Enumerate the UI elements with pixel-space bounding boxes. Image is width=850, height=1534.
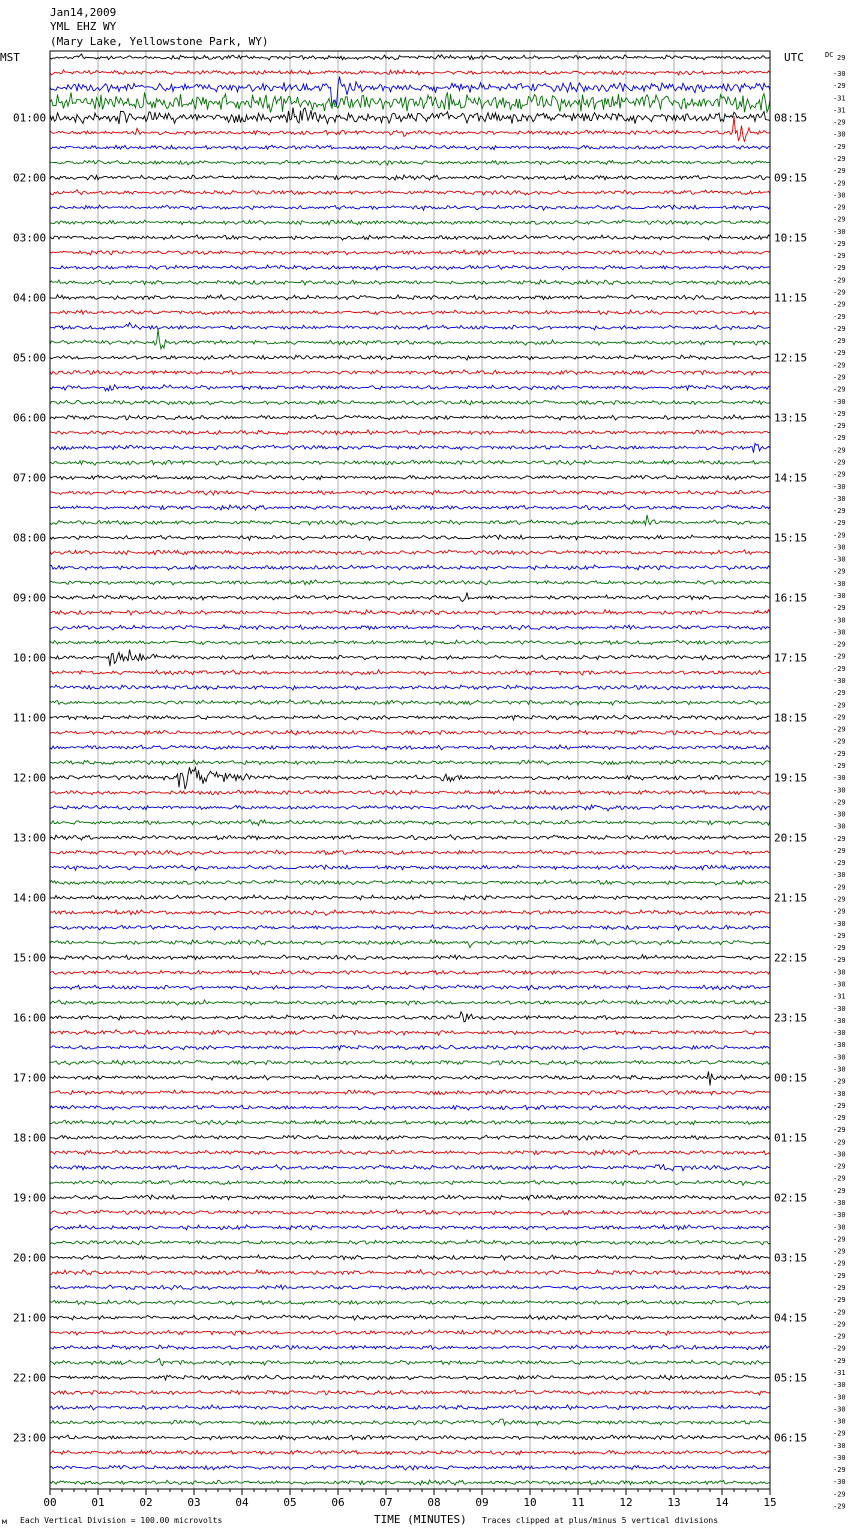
dc-offset-label: -29: [833, 725, 846, 734]
dc-offset-label: -29: [833, 956, 846, 965]
dc-offset-label: -29: [833, 847, 846, 855]
trace-row-35: [50, 580, 770, 585]
dc-offset-label: -30: [833, 1199, 846, 1207]
trace-row-89: [50, 1390, 770, 1395]
trace-row-19: [50, 329, 770, 349]
trace-row-9: [50, 190, 770, 195]
dc-offset-label: -30: [833, 871, 846, 880]
x-tick-label: 01: [91, 1496, 105, 1509]
dc-offset-label: -29: [833, 883, 846, 892]
trace-row-15: [50, 280, 770, 285]
dc-offset-label: -30: [833, 810, 846, 819]
dc-offset-label: -29: [833, 203, 846, 212]
utc-hour-label: 19:15: [774, 771, 808, 785]
trace-row-73: [50, 1150, 770, 1155]
dc-offset-label: -29: [833, 664, 846, 673]
dc-offset-label: -29: [833, 1502, 846, 1511]
trace-row-30: [50, 505, 770, 510]
dc-offset-label: -29: [833, 1490, 846, 1499]
utc-hour-label: 05:15: [774, 1371, 808, 1385]
utc-hour-label: 04:15: [774, 1311, 808, 1325]
mst-hour-label: 06:00: [13, 411, 47, 425]
left-timezone-label: MST: [0, 51, 20, 64]
utc-hour-label: 17:15: [774, 651, 808, 665]
utc-hour-label: 02:15: [774, 1191, 808, 1205]
dc-offset-label: -29: [833, 737, 846, 746]
trace-row-39: [50, 640, 770, 645]
dc-offset-label: -29: [833, 652, 846, 661]
dc-offset-label: -29: [833, 470, 846, 479]
utc-hour-label: 15:15: [774, 531, 808, 545]
dc-offset-label: -30: [833, 482, 846, 491]
x-tick-label: 15: [763, 1496, 777, 1509]
trace-row-26: [50, 443, 770, 452]
utc-hour-label: 21:15: [774, 891, 808, 905]
trace-row-40: [50, 650, 770, 667]
trace-row-32: [50, 535, 770, 540]
dc-offset-label: -31: [833, 1369, 846, 1377]
utc-hour-label: 06:15: [774, 1431, 808, 1445]
dc-offset-label: -29: [833, 507, 846, 515]
trace-row-61: [50, 970, 770, 975]
trace-row-72: [50, 1135, 770, 1140]
dc-offset-label: -29: [833, 895, 846, 904]
trace-row-59: [50, 940, 770, 948]
dc-header-label: DC: [825, 51, 834, 59]
trace-row-43: [50, 700, 770, 705]
mst-hour-label: 08:00: [13, 531, 47, 545]
dc-offset-label: -30: [833, 494, 846, 503]
mst-hour-label: 18:00: [13, 1131, 47, 1145]
trace-row-80: [50, 1255, 770, 1260]
dc-offset-label: -29: [833, 834, 846, 843]
trace-row-69: [50, 1090, 770, 1095]
x-tick-label: 08: [427, 1496, 441, 1509]
dc-offset-label: -29: [833, 361, 846, 370]
dc-offset-label: -29: [833, 944, 846, 953]
trace-row-79: [50, 1240, 770, 1245]
dc-offset-label: -30: [833, 579, 846, 588]
mst-hour-label: 13:00: [13, 831, 47, 845]
trace-row-31: [50, 515, 770, 525]
dc-offset-label: -29: [833, 567, 846, 576]
mst-hour-label: 23:00: [13, 1431, 47, 1445]
dc-offset-label: -30: [833, 1089, 846, 1098]
mst-hour-label: 20:00: [13, 1251, 47, 1265]
dc-offset-label: -29: [833, 1344, 846, 1353]
x-tick-label: 03: [187, 1496, 201, 1509]
x-tick-label: 04: [235, 1496, 249, 1509]
mst-hour-label: 10:00: [13, 651, 47, 665]
trace-row-64: [50, 1012, 770, 1022]
dc-offset-label: -29: [833, 640, 846, 649]
trace-row-45: [50, 730, 770, 735]
trace-row-13: [50, 250, 770, 255]
dc-offset-label: -29: [833, 179, 846, 188]
location-label: (Mary Lake, Yellowstone Park, WY): [50, 35, 269, 48]
trace-row-4: [50, 107, 770, 124]
trace-row-46: [50, 745, 770, 750]
trace-row-53: [50, 850, 770, 855]
trace-row-90: [50, 1405, 770, 1410]
trace-row-67: [50, 1060, 770, 1065]
mst-hour-label: 11:00: [13, 711, 47, 725]
utc-hour-label: 23:15: [774, 1011, 808, 1025]
dc-offset-label: -29: [833, 1356, 846, 1365]
utc-hour-label: 20:15: [774, 831, 808, 845]
clip-note: Traces clipped at plus/minus 5 vertical divisions: [482, 1516, 719, 1525]
utc-hour-label: 18:15: [774, 711, 808, 725]
trace-row-56: [50, 895, 770, 900]
trace-row-33: [50, 550, 770, 555]
x-tick-label: 11: [571, 1496, 585, 1509]
dc-offset-label: -29: [833, 324, 846, 333]
dc-offset-label: -29: [833, 215, 846, 224]
trace-row-12: [50, 235, 770, 240]
dc-offset-label: -29: [833, 1284, 846, 1292]
dc-offset-label: -30: [833, 1441, 846, 1450]
utc-hour-label: 11:15: [774, 291, 808, 305]
mst-hour-label: 19:00: [13, 1191, 47, 1205]
trace-row-94: [50, 1465, 770, 1470]
utc-hour-label: 10:15: [774, 231, 808, 245]
dc-offset-label: -30: [833, 774, 846, 783]
trace-row-36: [50, 593, 770, 602]
mst-hour-label: 02:00: [13, 171, 47, 185]
x-tick-label: 12: [619, 1496, 633, 1509]
trace-row-66: [50, 1045, 770, 1050]
trace-row-11: [50, 220, 770, 225]
dc-offset-label: -29: [833, 264, 846, 273]
mst-hour-label: 07:00: [13, 471, 47, 485]
dc-offset-label: -29: [833, 458, 846, 467]
dc-offset-label: -30: [833, 1029, 846, 1038]
dc-offset-label: -29: [833, 859, 846, 868]
mst-hour-label: 17:00: [13, 1071, 47, 1085]
utc-hour-label: 00:15: [774, 1071, 808, 1085]
trace-row-49: [50, 790, 770, 795]
mst-hour-label: 05:00: [13, 351, 47, 365]
mst-hour-label: 21:00: [13, 1311, 47, 1325]
utc-hour-label: 03:15: [774, 1251, 808, 1265]
trace-row-68: [50, 1072, 770, 1086]
mst-hour-label: 04:00: [13, 291, 47, 305]
x-tick-label: 05: [283, 1496, 297, 1509]
dc-offset-label: -30: [833, 397, 846, 406]
trace-row-42: [50, 685, 770, 690]
dc-offset-label: -30: [833, 677, 846, 685]
x-tick-label: 10: [523, 1496, 537, 1509]
x-axis: [43, 1489, 776, 1509]
trace-row-25: [50, 430, 770, 435]
trace-row-78: [50, 1225, 770, 1230]
trace-row-18: [50, 323, 770, 330]
trace-row-29: [50, 490, 770, 495]
plot-header: [0, 6, 833, 64]
trace-row-58: [50, 925, 770, 930]
trace-row-37: [50, 610, 770, 615]
date-label: Jan14,2009: [50, 6, 117, 19]
mst-hour-label: 14:00: [13, 891, 47, 905]
footer-mark: м: [2, 1517, 7, 1526]
trace-row-91: [50, 1419, 770, 1425]
dc-offset-label: -29: [833, 1186, 846, 1195]
mst-hour-label: 09:00: [13, 591, 47, 605]
trace-row-52: [50, 835, 770, 840]
dc-offset-label: -29: [833, 422, 846, 431]
dc-offset-label: -29: [833, 713, 846, 722]
trace-row-62: [50, 985, 770, 990]
trace-row-48: [50, 767, 770, 789]
dc-offset-label: -29: [833, 1174, 846, 1183]
mst-hour-label: 12:00: [13, 771, 47, 785]
dc-offset-label: -30: [833, 628, 846, 637]
utc-hour-label: 22:15: [774, 951, 808, 965]
trace-row-87: [50, 1359, 770, 1366]
dc-offset-label: -30: [833, 616, 846, 625]
dc-offset-label: -30: [833, 919, 846, 928]
dc-offset-label: -30: [833, 1211, 846, 1220]
trace-row-38: [50, 625, 770, 630]
dc-offset-label: -30: [833, 822, 846, 831]
trace-row-51: [50, 820, 770, 826]
x-tick-label: 14: [715, 1496, 729, 1509]
utc-hour-label: 16:15: [774, 591, 808, 605]
trace-row-17: [50, 310, 770, 315]
trace-row-10: [50, 205, 770, 210]
dc-offset-label: -29: [833, 276, 846, 285]
utc-hour-label: 12:15: [774, 351, 808, 365]
dc-offset-label: -30: [833, 1381, 846, 1390]
x-tick-label: 02: [139, 1496, 153, 1509]
dc-offset-label: -30: [833, 1065, 846, 1074]
dc-offset-label: -29: [833, 142, 846, 151]
dc-offset-label: -30: [833, 980, 846, 989]
dc-offset-label: -30: [833, 786, 846, 795]
x-tick-label: 00: [43, 1496, 57, 1509]
trace-row-7: [50, 160, 770, 165]
dc-offset-label: -29: [833, 337, 846, 346]
trace-row-86: [50, 1345, 770, 1350]
dc-offset-label: -29: [833, 1138, 846, 1147]
plot-footer: [2, 1513, 718, 1526]
trace-row-84: [50, 1315, 770, 1320]
trace-row-27: [50, 460, 770, 465]
utc-hour-label: 09:15: [774, 171, 808, 185]
dc-offset-label: -30: [833, 1016, 846, 1025]
x-axis-title: TIME (MINUTES): [374, 1513, 467, 1526]
trace-row-23: [50, 400, 770, 405]
trace-row-6: [50, 145, 770, 150]
dc-offset-labels: [833, 54, 846, 1511]
dc-offset-label: -29: [833, 1101, 846, 1110]
dc-offset-label: -30: [833, 1053, 846, 1062]
dc-offset-label: -29: [833, 701, 846, 710]
dc-offset-label: -29: [833, 434, 846, 443]
dc-offset-label: -30: [833, 1004, 846, 1013]
trace-row-14: [50, 265, 770, 270]
dc-offset-label: -30: [833, 1223, 846, 1232]
trace-row-57: [50, 910, 770, 916]
trace-row-21: [50, 370, 770, 375]
trace-row-1: [50, 70, 770, 75]
dc-offset-label: -30: [833, 70, 846, 78]
dc-offset-label: -29: [833, 1259, 846, 1268]
dc-offset-label: -31: [833, 992, 846, 1001]
dc-offset-label: -29: [833, 907, 846, 916]
dc-offset-label: -29: [833, 604, 846, 613]
utc-hour-label: 01:15: [774, 1131, 808, 1145]
trace-row-88: [50, 1375, 770, 1380]
trace-row-85: [50, 1330, 770, 1335]
dc-offset-label: -29: [833, 519, 846, 528]
trace-row-77: [50, 1210, 770, 1215]
dc-offset-label: -30: [833, 1393, 846, 1402]
trace-row-63: [50, 1000, 770, 1005]
dc-offset-label: -29: [833, 240, 846, 248]
trace-row-44: [50, 715, 770, 720]
station-label: YML EHZ WY: [50, 20, 117, 33]
dc-offset-label: -30: [833, 130, 846, 139]
trace-row-65: [50, 1030, 770, 1035]
dc-offset-label: -30: [833, 1041, 846, 1050]
dc-offset-label: -31: [833, 106, 846, 115]
mst-hour-label: 16:00: [13, 1011, 47, 1025]
x-tick-label: 13: [667, 1496, 681, 1509]
dc-offset-label: -29: [833, 82, 846, 91]
dc-offset-label: -29: [833, 288, 846, 297]
trace-row-75: [50, 1180, 770, 1185]
dc-offset-label: -30: [833, 543, 846, 552]
dc-offset-label: 29: [837, 54, 846, 62]
dc-offset-label: -29: [833, 1466, 846, 1475]
dc-offset-label: -29: [833, 300, 846, 309]
trace-row-92: [50, 1435, 770, 1440]
mst-hour-label: 22:00: [13, 1371, 47, 1385]
dc-offset-label: -29: [833, 1308, 846, 1317]
trace-row-54: [50, 865, 770, 870]
trace-row-5: [50, 116, 770, 142]
trace-row-76: [50, 1195, 770, 1200]
dc-offset-label: -30: [833, 555, 846, 564]
dc-offset-label: -29: [833, 1235, 846, 1244]
trace-row-71: [50, 1120, 770, 1125]
x-tick-label: 06: [331, 1496, 345, 1509]
dc-offset-label: -29: [833, 1296, 846, 1305]
dc-offset-label: -29: [833, 1162, 846, 1171]
dc-offset-label: -29: [833, 1247, 846, 1256]
dc-offset-label: -29: [833, 1077, 846, 1086]
dc-offset-label: -29: [833, 349, 846, 358]
dc-offset-label: -30: [833, 1478, 846, 1487]
dc-offset-label: -29: [833, 1114, 846, 1122]
trace-row-93: [50, 1450, 770, 1455]
dc-offset-label: -29: [833, 762, 846, 770]
utc-hour-labels: [774, 112, 807, 1445]
dc-offset-label: -30: [833, 1405, 846, 1414]
utc-hour-label: 13:15: [774, 411, 808, 425]
dc-offset-label: -29: [833, 155, 846, 163]
trace-row-81: [50, 1270, 770, 1275]
dc-offset-label: -30: [833, 1417, 846, 1426]
dc-offset-label: -29: [833, 1332, 846, 1341]
dc-offset-label: -30: [833, 968, 846, 977]
trace-row-24: [50, 415, 770, 420]
dc-offset-label: -30: [833, 1150, 846, 1159]
dc-offset-label: -30: [833, 191, 846, 200]
mst-hour-label: 03:00: [13, 231, 47, 245]
dc-offset-label: -30: [833, 592, 846, 600]
trace-row-74: [50, 1165, 770, 1171]
trace-row-95: [50, 1480, 770, 1485]
mst-hour-labels: [13, 112, 46, 1445]
dc-offset-label: -29: [833, 931, 846, 940]
x-tick-label: 09: [475, 1496, 489, 1509]
trace-row-16: [50, 295, 770, 300]
x-tick-label: 07: [379, 1496, 393, 1509]
trace-row-70: [50, 1105, 770, 1110]
dc-offset-label: -30: [833, 227, 846, 236]
dc-offset-label: -29: [833, 1320, 846, 1329]
dc-offset-label: -30: [833, 1454, 846, 1462]
trace-row-34: [50, 565, 770, 570]
trace-row-41: [50, 670, 770, 675]
dc-offset-label: -31: [833, 94, 846, 103]
right-timezone-label: UTC: [784, 51, 804, 64]
utc-hour-label: 08:15: [774, 111, 808, 125]
trace-row-82: [50, 1285, 770, 1290]
dc-offset-label: -29: [833, 798, 846, 807]
dc-offset-label: -29: [833, 312, 846, 321]
dc-offset-label: -29: [833, 531, 846, 540]
dc-offset-label: -29: [833, 1271, 846, 1280]
dc-offset-label: -29: [833, 689, 846, 698]
dc-offset-label: -29: [833, 1126, 846, 1135]
mst-hour-label: 15:00: [13, 951, 47, 965]
trace-row-50: [50, 805, 770, 811]
trace-row-83: [50, 1300, 770, 1305]
dc-offset-label: -29: [833, 385, 846, 394]
dc-offset-label: -29: [833, 252, 846, 261]
trace-row-20: [50, 355, 770, 360]
mst-hour-label: 01:00: [13, 111, 47, 125]
dc-offset-label: -29: [833, 1429, 846, 1438]
dc-offset-label: -29: [833, 373, 846, 382]
trace-row-0: [50, 54, 770, 60]
trace-row-22: [50, 385, 770, 391]
dc-offset-label: -29: [833, 446, 846, 455]
dc-offset-label: -29: [833, 409, 846, 418]
trace-row-47: [50, 760, 770, 765]
trace-row-60: [50, 955, 770, 960]
seismic-traces: [50, 54, 770, 1485]
dc-offset-label: -29: [833, 749, 846, 758]
utc-hour-label: 14:15: [774, 471, 808, 485]
trace-row-8: [50, 175, 770, 180]
trace-row-28: [50, 475, 770, 480]
scale-note: Each Vertical Division = 100.00 microvolts: [20, 1516, 223, 1525]
dc-offset-label: -29: [833, 167, 846, 176]
dc-offset-label: -29: [833, 118, 846, 127]
trace-row-3: [50, 92, 770, 112]
trace-row-55: [50, 880, 770, 885]
